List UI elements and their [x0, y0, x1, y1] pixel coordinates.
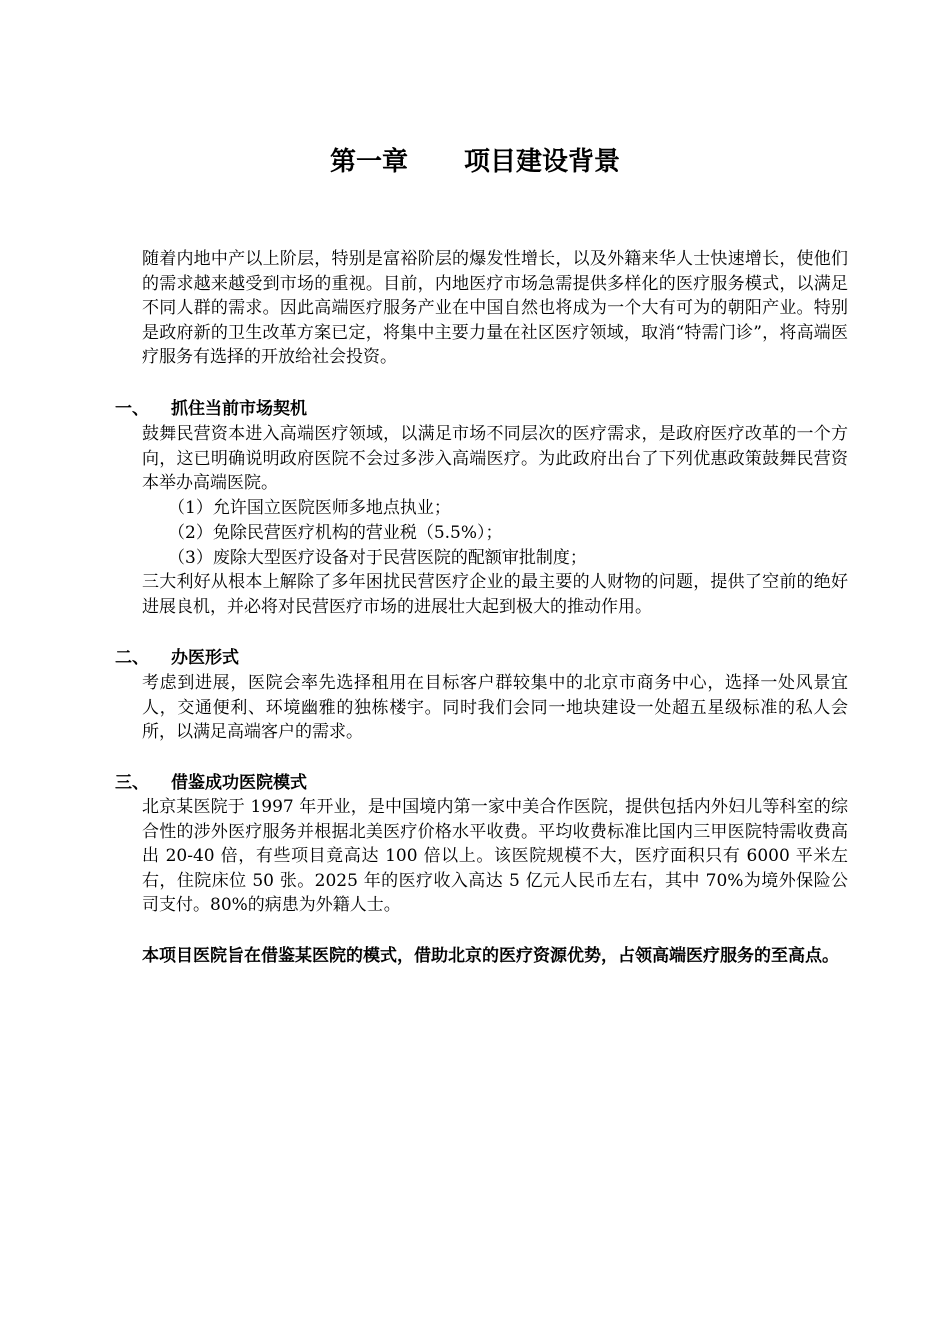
- section-1-summary: 三大利好从根本上解除了多年困扰民营医疗企业的最主要的人财物的问题，提供了空前的绝好进展良机，并必将对民营医疗市场的进展壮大起到极大的推动作用。: [142, 572, 848, 617]
- chapter-number: 第一章: [329, 147, 408, 177]
- section-number: 二、: [115, 648, 149, 668]
- section-3-paragraph: 北京某医院于 1997 年开业，是中国境内第一家中美合作医院，提供包括内外妇儿等科室的综合性的涉外医疗服务并根据北美医疗价格水平收费。平均收费标准比国内三甲医院特需收费高出 20-40 倍，有些项目竟高达 100 倍以上。该医院规模不大，医疗面积只有 6000 平米左右，住院床位 50 张。2025 年的医疗收入高达 5 亿元人民币左右，其中 70%为境外保险公司支付。80%的病患为外籍人士。: [142, 797, 848, 916]
- policy-list-item: （1）允许国立医院医师多地点执业；: [168, 498, 451, 518]
- section-title: 办医形式: [171, 648, 239, 668]
- section-1-paragraph: 鼓舞民营资本进入高端医疗领域，以满足市场不同层次的医疗需求，是政府医疗改革的一个方向，这已明确说明政府医院不会过多涉入高端医疗。为此政府出台了下列优惠政策鼓舞民营资本举办高端医院。: [142, 424, 848, 494]
- section-number: 一、: [115, 399, 149, 419]
- section-heading-1: [115, 397, 307, 421]
- section-title: 抓住当前市场契机: [171, 399, 307, 419]
- section-title: 借鉴成功医院模式: [171, 773, 307, 793]
- conclusion-paragraph: 本项目医院旨在借鉴某医院的模式，借助北京的医疗资源优势，占领高端医疗服务的至高点。: [142, 946, 839, 966]
- section-2-paragraph: 考虑到进展，医院会率先选择租用在目标客户群较集中的北京市商务中心，选择一处风景宜人，交通便利、环境幽雅的独栋楼宇。同时我们会同一地块建设一处超五星级标准的私人会所，以满足高端客户的需求。: [142, 673, 848, 743]
- chapter-title: [0, 142, 950, 182]
- chapter-name: 项目建设背景: [464, 147, 621, 177]
- policy-list-item: （3）废除大型医疗设备对于民营医院的配额审批制度；: [168, 548, 587, 568]
- section-heading-2: [115, 646, 239, 670]
- section-heading-3: [115, 771, 307, 795]
- policy-list-item: （2）免除民营医疗机构的营业税（5.5%）；: [168, 523, 503, 543]
- intro-paragraph: 随着内地中产以上阶层，特别是富裕阶层的爆发性增长，以及外籍来华人士快速增长，使他们的需求越来越受到市场的重视。目前，内地医疗市场急需提供多样化的医疗服务模式，以满足不同人群的需求。因此高端医疗服务产业在中国自然也将成为一个大有可为的朝阳产业。特别是政府新的卫生改革方案已定，将集中主要力量在社区医疗领域，取消“特需门诊”，将高端医疗服务有选择的开放给社会投资。: [142, 249, 848, 368]
- section-number: 三、: [115, 773, 149, 793]
